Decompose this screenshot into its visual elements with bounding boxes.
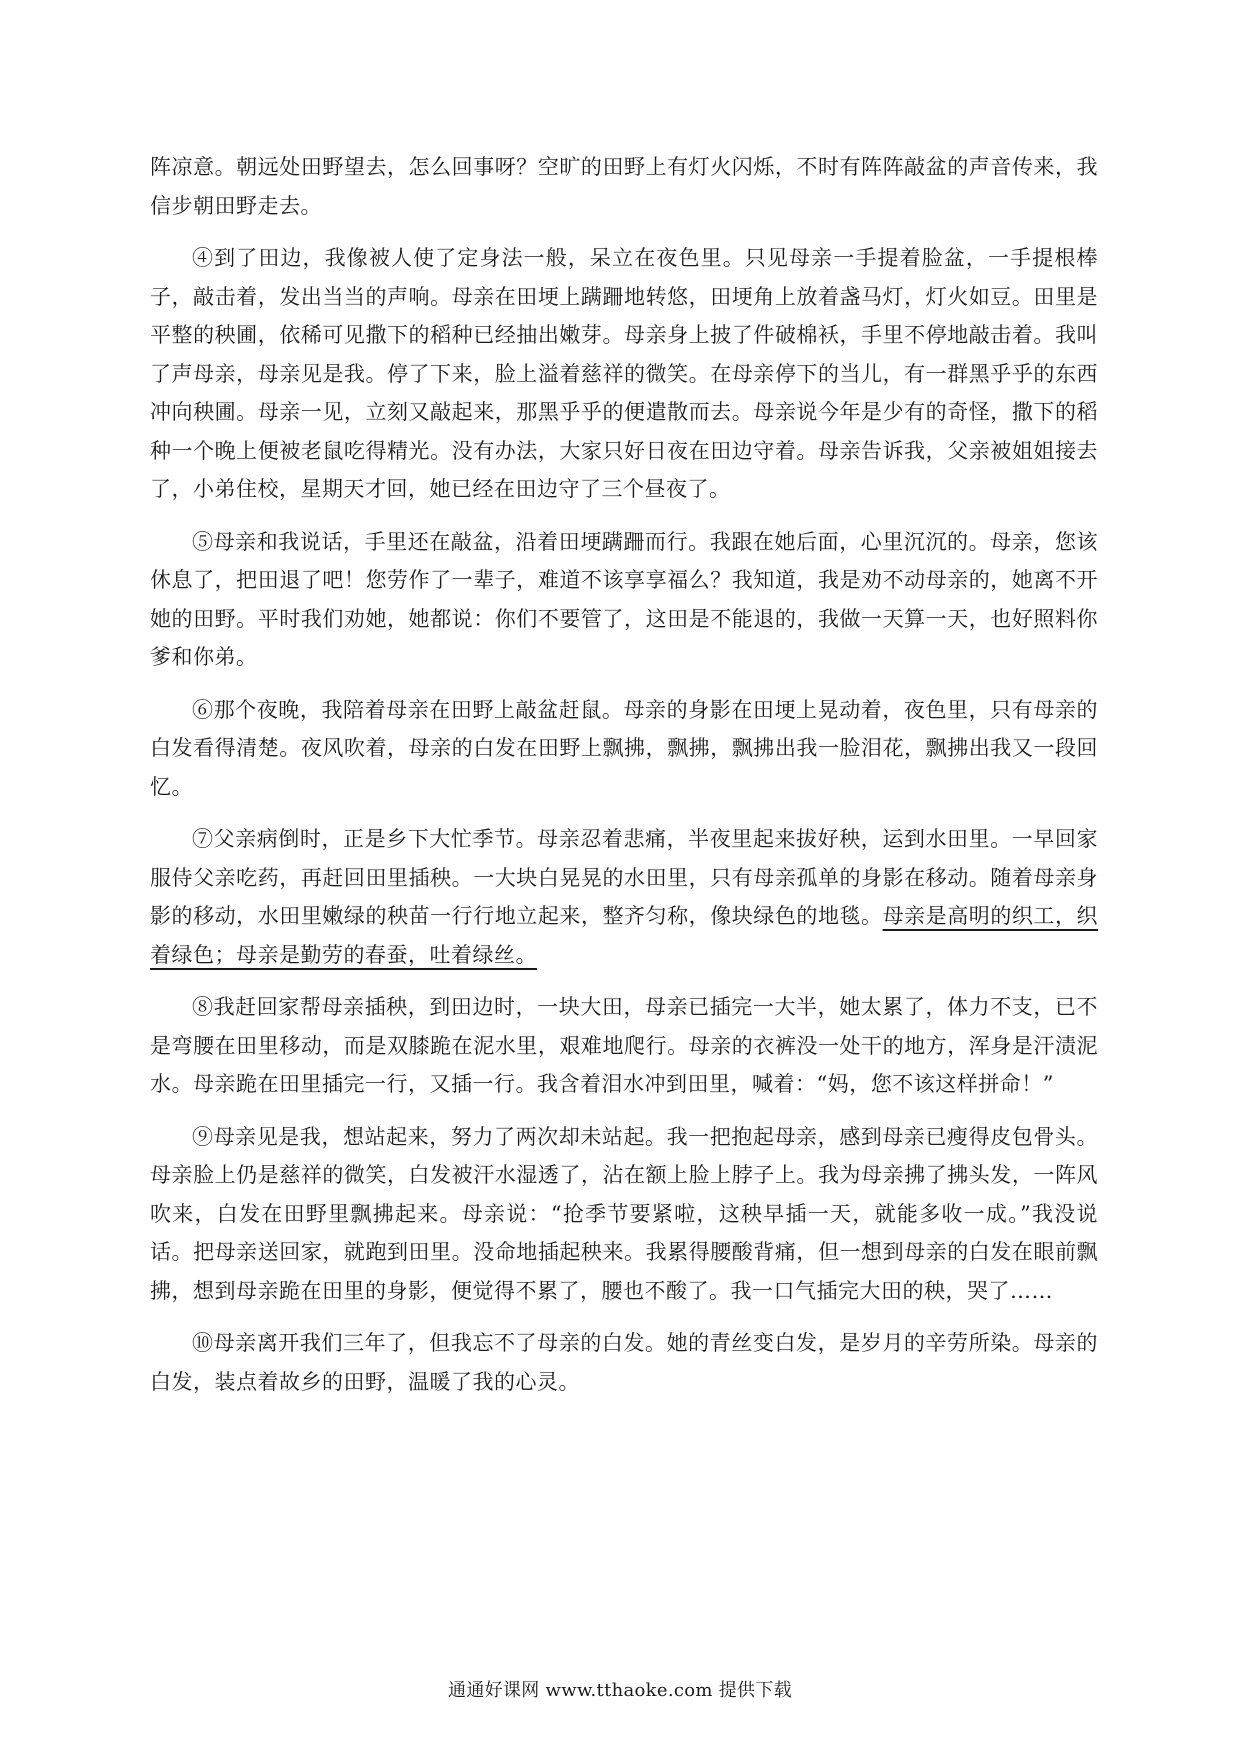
page-footer: 通通好课网 www.tthaoke.com 提供下载 bbox=[448, 1680, 792, 1701]
paragraph-4: ④到了田边，我像被人使了定身法一般，呆立在夜色里。只见母亲一手提着脸盆，一手提根棒子，敲击着，发出当当的声响。母亲在田埂上蹒跚地转悠，田埂角上放着盏马灯，灯火如豆。田里是平整的秧圃，依稀可见撒下的稻种已经抽出嫩芽。母亲身上披了件破棉袄，手里不停地敲击着。我叫了声母亲，母亲见是我。停了下来，脸上溢着慈祥的微笑。在母亲停下的当儿，有一群黑乎乎的东西冲向秧圃。母亲一见，立刻又敲起来，那黑乎乎的便遣散而去。母亲说今年是少有的奇怪，撒下的稻种一个晚上便被老鼠吃得精光。没有办法，大家只好日夜在田边守着。母亲告诉我，父亲被姐姐接去了，小弟住校，星期天才回，她已经在田边守了三个昼夜了。 bbox=[150, 246, 1098, 501]
paragraph-5: ⑤母亲和我说话，手里还在敲盆，沿着田埂蹒跚而行。我跟在她后面，心里沉沉的。母亲，您该休息了，把田退了吧！您劳作了一辈子，难道不该享享福么？我知道，我是劝不动母亲的，她离不开她的田野。平时我们劝她，她都说：你们不要管了，这田是不能退的，我做一天算一天，也好照料你爹和你弟。 bbox=[150, 529, 1098, 669]
paragraph-8: ⑧我赶回家帮母亲插秧，到田边时，一块大田，母亲已插完一大半，她太累了，体力不支，已不是弯腰在田里移动，而是双膝跪在泥水里，艰难地爬行。母亲的衣裤没一处干的地方，浑身是汗渍泥水。母亲跪在田里插完一行，又插一行。我含着泪水冲到田里，喊着：“妈，您不该这样拼命！” bbox=[150, 995, 1098, 1096]
paragraph-6: ⑥那个夜晚，我陪着母亲在田野上敲盆赶鼠。母亲的身影在田埂上晃动着，夜色里，只有母亲的白发看得清楚。夜风吹着，母亲的白发在田野上飘拂，飘拂，飘拂出我一脸泪花，飘拂出我又一段回忆。 bbox=[150, 697, 1098, 799]
paragraph-7 bbox=[150, 820, 1098, 974]
paragraph-7-text: ⑦父亲病倒时，正是乡下大忙季节。母亲忍着悲痛，半夜里起来拔好秧，运到水田里。一早回家服侍父亲吃药，再赶回田里插秧。一大块白晃晃的水田里，只有母亲孤单的身影在移动。随着母亲身影的移动，水田里嫩绿的秧苗一行行地立起来，整齐匀称，像块绿色的地毯。 bbox=[150, 827, 1098, 928]
paragraph-continued: 阵凉意。朝远处田野望去，怎么回事呀？空旷的田野上有灯火闪烁，不时有阵阵敲盆的声音传来，我信步朝田野走去。 bbox=[150, 155, 1098, 218]
paragraph-9: ⑨母亲见是我，想站起来，努力了两次却未站起。我一把抱起母亲，感到母亲已瘦得皮包骨头。母亲脸上仍是慈祥的微笑，白发被汗水湿透了，沾在额上脸上脖子上。我为母亲拂了拂头发，一阵风吹来，白发在田野里飘拂起来。母亲说：“抢季节要紧啦，这秧早插一天，就能多收一成。”我没说话。把母亲送回家，就跑到田里。没命地插起秧来。我累得腰酸背痛，但一想到母亲的白发在眼前飘拂，想到母亲跪在田里的身影，便觉得不累了，腰也不酸了。我一口气插完大田的秧，哭了…… bbox=[150, 1124, 1098, 1303]
article-body bbox=[150, 148, 1098, 1415]
underlined-sentence: 母亲是高明的织工，织着绿色；母亲是勤劳的春蚕，吐着绿丝。 bbox=[150, 904, 1099, 967]
paragraph-10: ⑩母亲离开我们三年了，但我忘不了母亲的白发。她的青丝变白发，是岁月的辛劳所染。母亲的白发，装点着故乡的田野，温暖了我的心灵。 bbox=[150, 1331, 1098, 1394]
